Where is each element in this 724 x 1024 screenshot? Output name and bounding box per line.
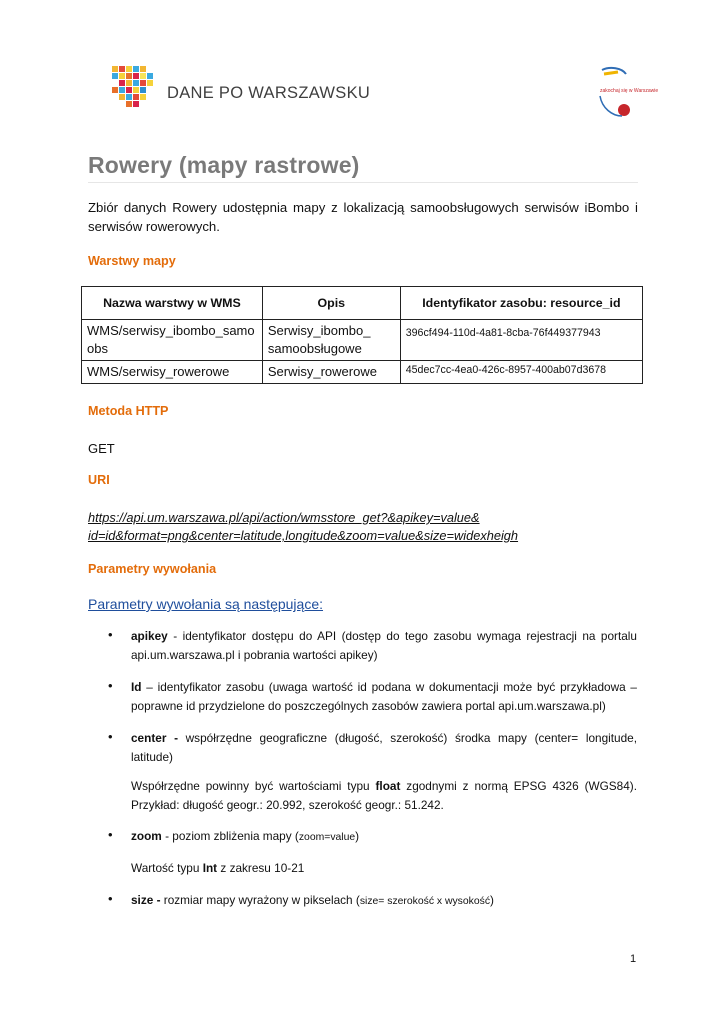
dane-po-warszawsku-logo-icon xyxy=(112,66,156,110)
header-resource-id: Identyfikator zasobu: resource_id xyxy=(400,287,642,320)
params-heading: Parametry wywołania xyxy=(88,562,217,576)
logo-text: DANE PO WARSZAWSKU xyxy=(167,84,371,102)
layers-heading: Warstwy mapy xyxy=(88,254,176,268)
param-desc: - identyfikator dostępu do API (dostęp do tego zasobu wymaga rejestracji na portalu api.um.warszawa.pl i pobrania wartości apikey) xyxy=(131,629,637,662)
cell-layer-name: WMS/serwisy_rowerowe xyxy=(82,361,263,384)
bullet-icon: • xyxy=(108,827,113,842)
bullet-icon: • xyxy=(108,729,113,744)
param-center-note xyxy=(131,777,637,815)
param-id xyxy=(131,678,637,716)
param-key: Id xyxy=(131,680,142,694)
param-apikey xyxy=(131,627,637,665)
param-key: size - xyxy=(131,893,161,907)
cell-resource-id: 45dec7cc-4ea0-426c-8957-400ab07d3678 xyxy=(400,361,642,384)
note-text: zgodnymi z normą EPSG 4326 (WGS84). Przykład: długość geogr.: 20.992, szerokość geogr.: 51.242. xyxy=(131,779,638,812)
param-desc: – identyfikator zasobu (uwaga wartość id podana w dokumentacji może być przykładowa – poprawne id przydzielone do poszczególnych zasobów zawiera portal api.um.warszawa.pl) xyxy=(131,680,637,713)
param-zoom-note xyxy=(131,859,637,878)
param-size xyxy=(131,891,637,911)
uri-line-1: https://api.um.warszawa.pl/api/action/wmsstore_get?&apikey=value& xyxy=(88,510,480,525)
param-desc-end: ) xyxy=(490,893,494,907)
bullet-icon: • xyxy=(108,627,113,642)
method-heading: Metoda HTTP xyxy=(88,404,169,418)
param-example: size= szerokość x wysokość xyxy=(359,896,491,907)
page-number: 1 xyxy=(630,953,637,965)
cell-layer-name: WMS/serwisy_ibombo_samoobs xyxy=(82,320,263,361)
uri-line-2: id=id&format=png&center=latitude,longitude&zoom=value&size=widexheigh xyxy=(88,528,519,543)
param-key: zoom xyxy=(131,829,162,843)
table-row xyxy=(82,361,643,384)
note-text: Współrzędne powinny być wartościami typu xyxy=(131,779,376,793)
title-divider xyxy=(88,182,638,183)
param-desc-end: ) xyxy=(355,829,360,843)
page-title: Rowery (mapy rastrowe) xyxy=(88,152,360,178)
param-key: center - xyxy=(131,731,178,745)
param-key: apikey xyxy=(131,629,168,643)
note-text: z zakresu 10-21 xyxy=(217,861,305,875)
header-name: Nazwa warstwy w WMS xyxy=(82,287,263,320)
param-example: zoom=value xyxy=(298,832,356,843)
intro-paragraph: Zbiór danych Rowery udostępnia mapy z lokalizacją samoobsługowych serwisów iBombo i serwisów rowerowych. xyxy=(88,200,638,234)
note-text: Wartość typu xyxy=(131,861,203,875)
table-row xyxy=(82,320,643,361)
uri-link[interactable] xyxy=(88,509,648,545)
bullet-icon: • xyxy=(108,678,113,693)
wms-layers-table xyxy=(81,286,643,384)
header-desc: Opis xyxy=(262,287,400,320)
table-header-row xyxy=(82,287,643,320)
cell-resource-id: 396cf494-110d-4a81-8cba-76f449377943 xyxy=(400,320,642,361)
note-bold: float xyxy=(375,779,401,793)
param-center xyxy=(131,729,637,767)
params-subheading: Parametry wywołania są następujące: xyxy=(88,596,324,612)
param-desc: rozmiar mapy wyrażony w pikselach ( xyxy=(160,893,360,907)
zakochaj-sie-w-warszawie-logo-icon xyxy=(596,66,659,118)
uri-heading: URI xyxy=(88,473,110,487)
param-desc: - poziom zbliżenia mapy ( xyxy=(161,829,299,843)
param-desc: współrzędne geograficzne (długość, szerokość) środka mapy (center= longitude, latitude) xyxy=(131,731,637,764)
note-bold: Int xyxy=(202,861,218,875)
right-logo-text: zakochaj się w Warszawie xyxy=(600,88,659,94)
bullet-icon: • xyxy=(108,891,113,906)
method-value: GET xyxy=(88,441,115,456)
param-zoom xyxy=(131,827,637,847)
cell-layer-desc: Serwisy_rowerowe xyxy=(262,361,400,384)
cell-layer-desc: Serwisy_ibombo_ samoobsługowe xyxy=(262,320,400,361)
